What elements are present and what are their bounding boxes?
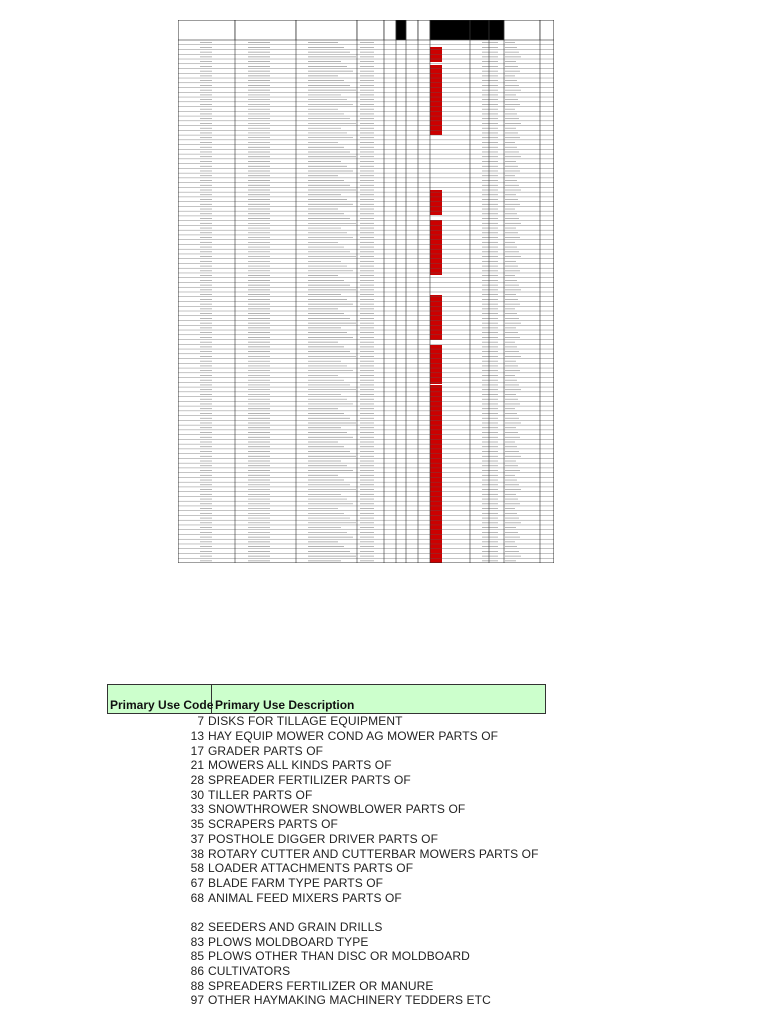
sheet-highlight-cells (430, 295, 442, 340)
legend-code: 88 (190, 978, 204, 993)
sheet-header-cell (504, 20, 540, 40)
legend-header-row (107, 684, 546, 714)
legend-code: 83 (190, 934, 204, 949)
sheet-highlight-cells (430, 220, 442, 275)
legend-code: 21 (190, 758, 204, 773)
legend-code: 85 (190, 949, 204, 964)
sheet-highlight-cells (430, 47, 442, 62)
legend-description: BLADE FARM TYPE PARTS OF (208, 875, 384, 890)
legend-code: 82 (190, 919, 204, 934)
legend-code: 37 (190, 831, 204, 846)
legend-rows (107, 714, 546, 1008)
sheet-highlight-cells (430, 345, 442, 384)
legend-row (107, 802, 546, 817)
legend-row (107, 890, 546, 905)
legend-code: 17 (190, 743, 204, 758)
legend-description: SEEDERS AND GRAIN DRILLS (208, 919, 383, 934)
legend-code: 68 (190, 890, 204, 905)
legend-description: HAY EQUIP MOWER COND AG MOWER PARTS OF (208, 729, 499, 744)
legend-description: DISKS FOR TILLAGE EQUIPMENT (208, 714, 403, 729)
legend-description: SCRAPERS PARTS OF (208, 817, 338, 832)
legend-code: 33 (190, 802, 204, 817)
legend-row (107, 714, 546, 729)
legend-description: SPREADERS FERTILIZER OR MANURE (208, 978, 434, 993)
legend-description: TILLER PARTS OF (208, 787, 313, 802)
legend-description: LOADER ATTACHMENTS PARTS OF (208, 861, 414, 876)
legend-description: OTHER HAYMAKING MACHINERY TEDDERS ETC (208, 993, 491, 1008)
sheet-header-cell (418, 20, 430, 40)
spreadsheet-preview (178, 20, 554, 563)
sheet-highlight-cells (430, 385, 442, 563)
legend-code: 13 (190, 729, 204, 744)
spreadsheet-preview-graphic (178, 20, 554, 563)
legend-description: PLOWS OTHER THAN DISC OR MOLDBOARD (208, 949, 470, 964)
legend-row (107, 832, 546, 847)
legend-row (107, 876, 546, 891)
sheet-header-cell (489, 20, 504, 40)
legend-code: 67 (190, 875, 204, 890)
legend-row (107, 743, 546, 758)
legend-description: SPREADER FERTILIZER PARTS OF (208, 773, 411, 788)
sheet-header-cell (178, 20, 235, 40)
legend-row (107, 920, 546, 935)
legend-code: 7 (197, 714, 204, 729)
primary-use-legend (107, 684, 546, 1008)
sheet-header-cell (384, 20, 396, 40)
legend-description: CULTIVATORS (208, 964, 291, 979)
legend-code: 28 (190, 773, 204, 788)
sheet-header-cell (235, 20, 296, 40)
legend-description: ANIMAL FEED MIXERS PARTS OF (208, 890, 402, 905)
legend-row (107, 787, 546, 802)
legend-description: POSTHOLE DIGGER DRIVER PARTS OF (208, 831, 439, 846)
legend-description: SNOWTHROWER SNOWBLOWER PARTS OF (208, 802, 466, 817)
legend-code: 35 (190, 817, 204, 832)
legend-row (107, 861, 546, 876)
legend-row (107, 964, 546, 979)
legend-row (107, 934, 546, 949)
legend-description: ROTARY CUTTER AND CUTTERBAR MOWERS PARTS OF (208, 846, 539, 861)
legend-row (107, 905, 546, 920)
legend-code: 38 (190, 846, 204, 861)
legend-row (107, 729, 546, 744)
legend-row (107, 773, 546, 788)
sheet-header-cell (540, 20, 554, 40)
sheet-header-cell (430, 20, 470, 40)
legend-code: 97 (190, 993, 204, 1008)
legend-code: 30 (190, 787, 204, 802)
sheet-header-cell (470, 20, 489, 40)
legend-row (107, 949, 546, 964)
legend-row (107, 817, 546, 832)
legend-code: 86 (190, 964, 204, 979)
legend-header-code: Primary Use Code (108, 685, 212, 713)
legend-row (107, 846, 546, 861)
legend-row (107, 993, 546, 1008)
sheet-header-cell (296, 20, 357, 40)
sheet-header-cell (406, 20, 418, 40)
legend-header-description: Primary Use Description (215, 698, 355, 712)
legend-description: MOWERS ALL KINDS PARTS OF (208, 758, 392, 773)
sheet-header-cell (357, 20, 384, 40)
legend-code: 58 (190, 861, 204, 876)
legend-description: GRADER PARTS OF (208, 743, 324, 758)
sheet-background (178, 20, 554, 563)
legend-description: PLOWS MOLDBOARD TYPE (208, 934, 369, 949)
legend-row (107, 758, 546, 773)
legend-row (107, 978, 546, 993)
sheet-highlight-cells (430, 65, 442, 135)
sheet-header-cell (396, 20, 406, 40)
